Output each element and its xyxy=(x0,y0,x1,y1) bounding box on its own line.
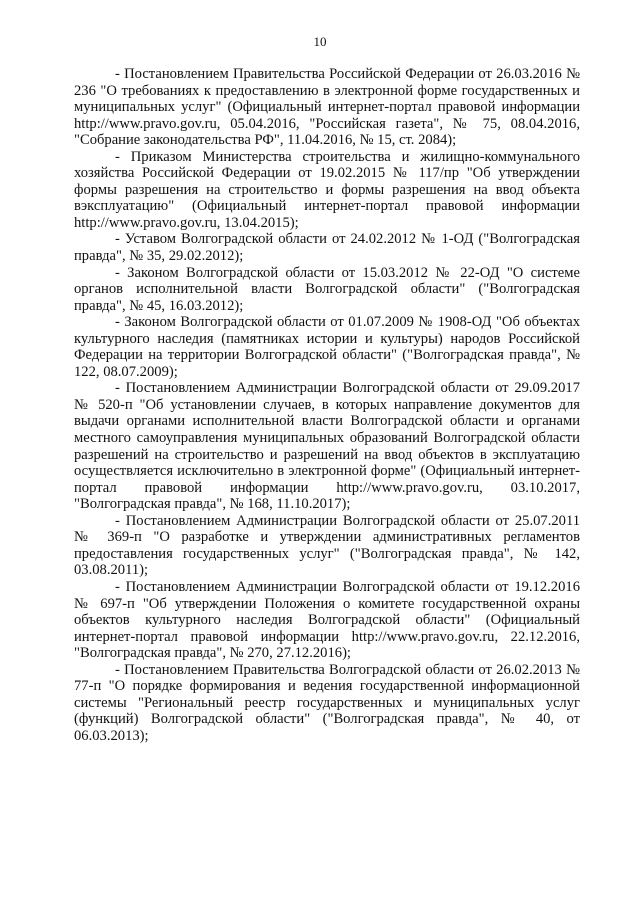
list-item-order-117: - Приказом Министерства строительства и жилищно-коммунального хозяйства Российской Федерации от 19.02.2015 № 117/пр "Об утверждении формы разрешения на строительство и формы разрешения на ввод объекта вэксплуатацию" (Официальный интернет-портал правовой информации http://www.pravo.gov.ru, 13.04.2015); xyxy=(74,148,580,231)
legal-basis-list xyxy=(74,66,580,744)
list-item-resolution-369: - Постановлением Администрации Волгоградской области от 25.07.2011 № 369-п "О разработке и утверждении административных регламентов предоставления государственных услуг" ("Волгоградская правда", № 142, 03.08.2011); xyxy=(74,512,580,579)
list-item-charter: - Уставом Волгоградской области от 24.02.2012 № 1-ОД ("Волгоградская правда", № 35, 29.02.2012); xyxy=(74,231,580,265)
list-item-resolution-77: - Постановлением Правительства Волгоградской области от 26.02.2013 № 77-п "О порядке формирования и ведения государственной информационной системы "Региональный реестр государственных и муниципальных услуг (функций) Волгоградской области" ("Волгоградская правда", № 40, от 06.03.2013); xyxy=(74,661,580,744)
list-item-law-1908: - Законом Волгоградской области от 01.07.2009 № 1908-ОД "Об объектах культурного наследия (памятниках истории и культуры) народов Российской Федерации на территории Волгоградской области" ("Волгоградская правда", № 122, 08.07.2009); xyxy=(74,314,580,380)
list-item-resolution-236: - Постановлением Правительства Российской Федерации от 26.03.2016 № 236 "О требованиях к предоставлению в электронной форме государственных и муниципальных услуг" (Официальный интернет-портал правовой информации http://www.pravo.gov.ru, 05.04.2016, "Российская газета", № 75, 08.04.2016, "Собрание законодательства РФ", 11.04.2016, № 15, ст. 2084); xyxy=(74,66,580,149)
list-item-resolution-697: - Постановлением Администрации Волгоградской области от 19.12.2016 № 697-п "Об утверждении Положения о комитете государственной охраны объектов культурного наследия Волгоградской области" (Официальный интернет-портал правовой информации http://www.pravo.gov.ru, 22.12.2016, "Волгоградская правда", № 270, 27.12.2016); xyxy=(74,578,580,662)
page-number: 10 xyxy=(313,34,327,49)
list-item-resolution-520: - Постановлением Администрации Волгоградской области от 29.09.2017 № 520-п "Об установлении случаев, в которых направление документов для выдачи органами исполнительной власти Волгоградской области и органами местного самоуправления муниципальных образований Волгоградской области разрешений на строительство и разрешений на ввод объектов в эксплуатацию осуществляется исключительно в электронной форме" (Официальный интернет-портал правовой информации http://www.pravo.gov.ru, 03.10.2017, "Волгоградская правда", № 168, 11.10.2017); xyxy=(74,380,580,513)
list-item-law-22: - Законом Волгоградской области от 15.03.2012 № 22-ОД "О системе органов исполнительной власти Волгоградской области" ("Волгоградская правда", № 45, 16.03.2012); xyxy=(74,264,580,314)
